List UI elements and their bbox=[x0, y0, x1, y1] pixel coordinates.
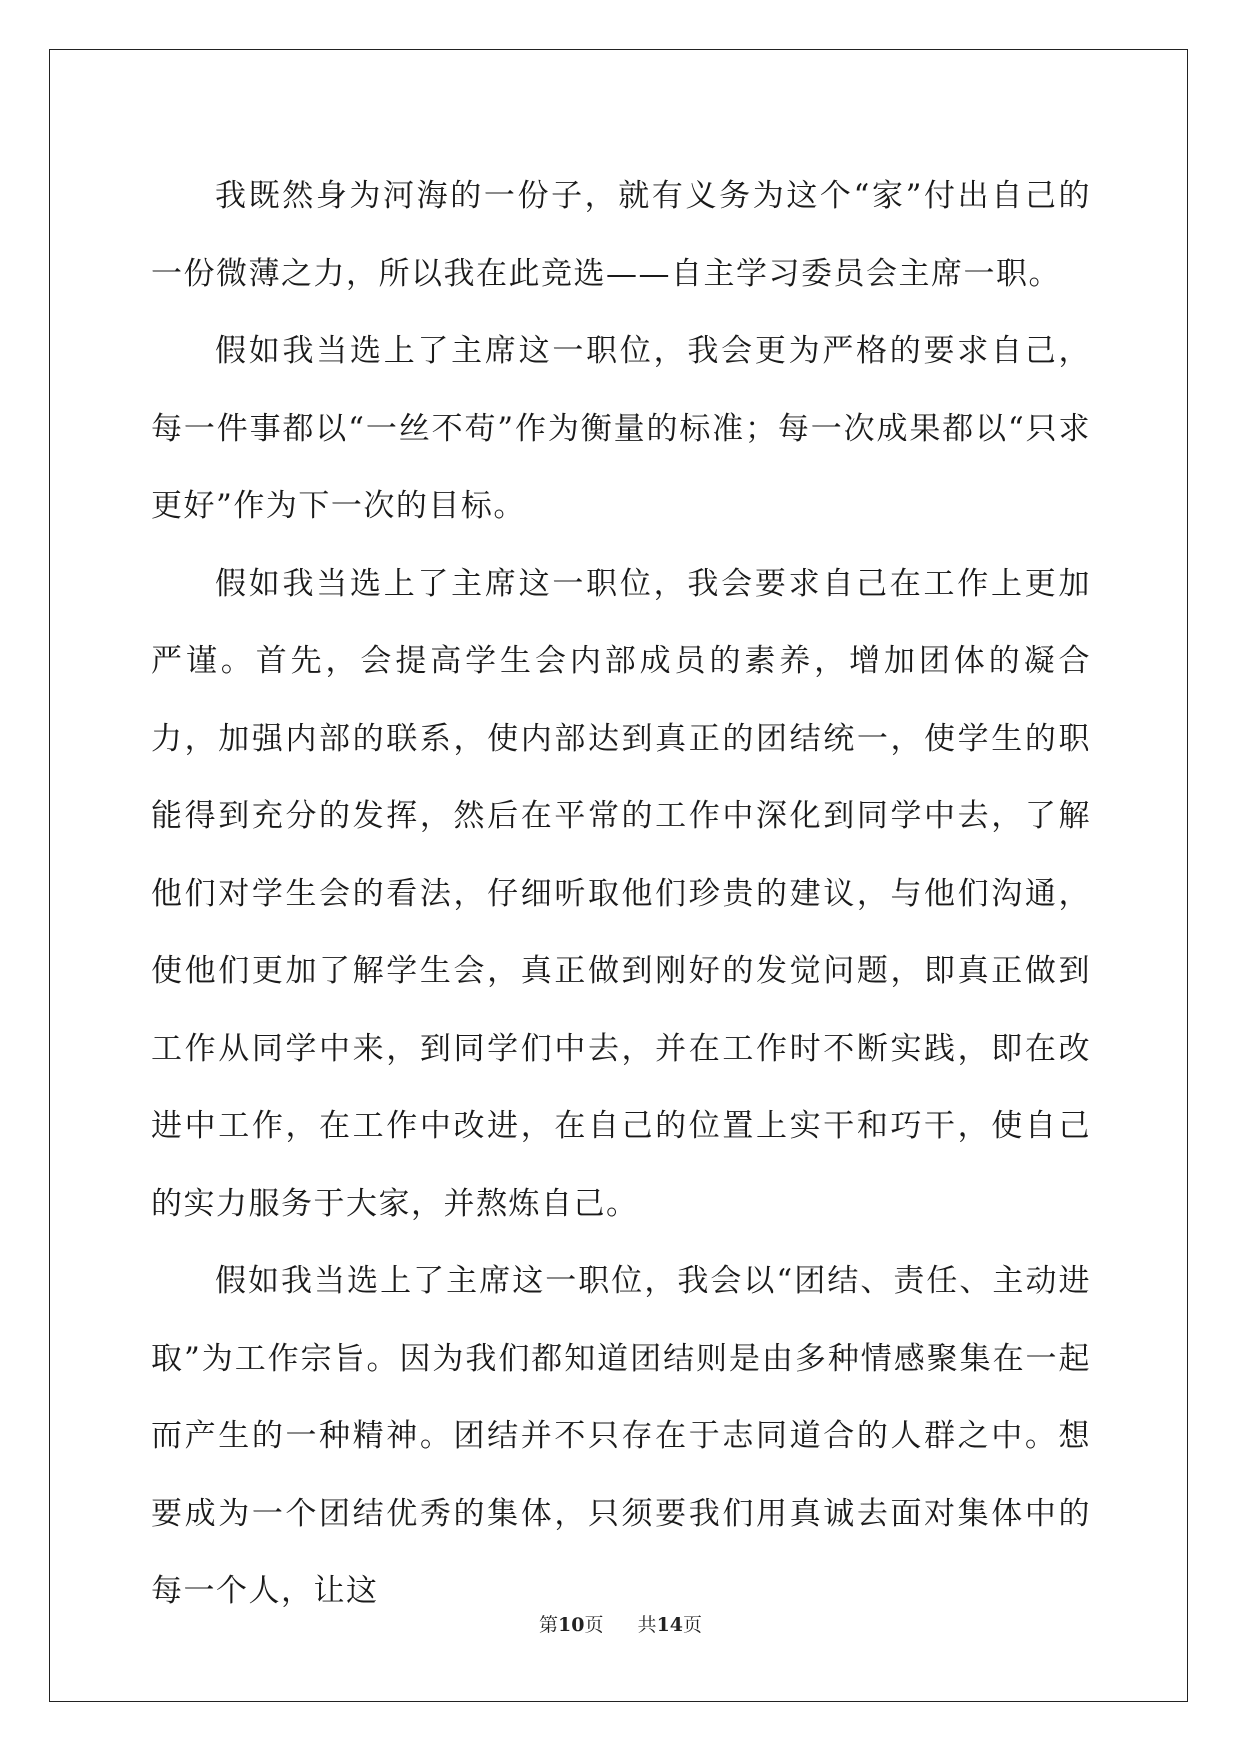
page-prefix: 第 bbox=[538, 1614, 558, 1636]
page-suffix: 页 bbox=[584, 1614, 604, 1636]
paragraph-1: 我既然身为河海的一份子，就有义务为这个“家”付出自己的一份微薄之力，所以我在此竞选——自主学习委员会主席一职。 bbox=[151, 178, 1091, 292]
paragraph-3: 假如我当选上了主席这一职位，我会要求自己在工作上更加严谨。首先，会提高学生会内部成员的素养，增加团体的凝合力，加强内部的联系，使内部达到真正的团结统一，使学生的职能得到充分的发挥，然后在平常的工作中深化到同学中去，了解他们对学生会的看法，仔细听取他们珍贵的建议，与他们沟通，使他们更加了解学生会，真正做到刚好的发觉问题，即真正做到工作从同学中来，到同学们中去，并在工作时不断实践，即在改进中工作，在工作中改进，在自己的位置上实干和巧干，使自己的实力服务于大家，并熬炼自己。 bbox=[151, 565, 1091, 1222]
paragraph-4: 假如我当选上了主席这一职位，我会以“团结、责任、主动进取”为工作宗旨。因为我们都知道团结则是由多种情感聚集在一起而产生的一种精神。团结并不只存在于志同道合的人群之中。想要成为一个团结优秀的集体，只须要我们用真诚去面对集体中的每一个人，让这 bbox=[151, 1263, 1091, 1609]
total-prefix: 共 bbox=[637, 1614, 657, 1636]
total-suffix: 页 bbox=[683, 1614, 703, 1636]
total-page-number: 14 bbox=[656, 1614, 684, 1636]
document-body bbox=[151, 158, 1091, 1631]
paragraph-2: 假如我当选上了主席这一职位，我会更为严格的要求自己，每一件事都以“一丝不苟”作为衡量的标准；每一次成果都以“只求更好”作为下一次的目标。 bbox=[151, 333, 1091, 524]
page-number-label bbox=[539, 1614, 610, 1636]
page-footer bbox=[0, 1610, 1241, 1637]
current-page-number: 10 bbox=[557, 1614, 585, 1636]
page-total-label bbox=[638, 1614, 702, 1636]
